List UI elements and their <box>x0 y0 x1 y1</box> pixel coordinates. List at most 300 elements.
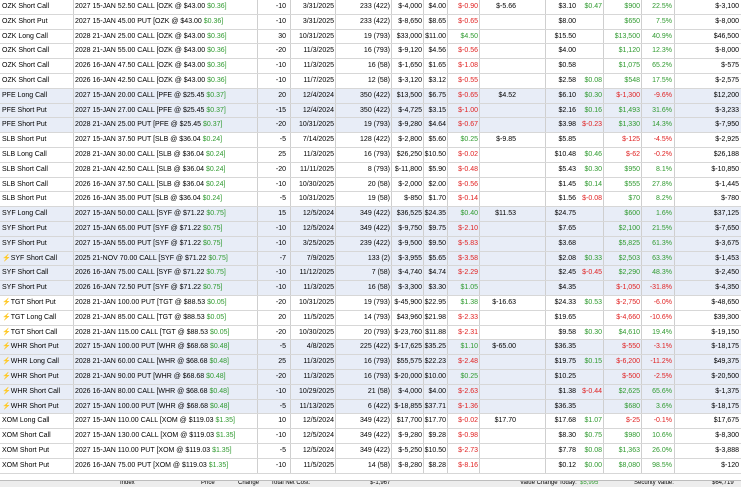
column-divider <box>603 326 604 340</box>
underlying-change-text: $0.48] <box>209 387 229 395</box>
net-cost: $26,250 <box>396 150 422 158</box>
days-held: 225 (422) <box>360 343 390 351</box>
option-description <box>75 355 265 369</box>
gain-loss-percent: 40.9% <box>652 32 672 40</box>
option-contract-text: 2028 21-JAN 90.00 PUT [WHR @ $68.68 <box>75 372 207 380</box>
market-value: $-18,175 <box>711 343 739 351</box>
quantity: -10 <box>275 432 286 440</box>
table-row[interactable] <box>0 444 741 459</box>
net-cost: $-45,900 <box>394 298 422 306</box>
gain-loss-percent: -31.8% <box>649 284 672 292</box>
net-cost: $-4,000 <box>398 387 422 395</box>
table-row[interactable] <box>0 148 741 163</box>
column-divider <box>290 281 291 295</box>
column-divider <box>73 355 74 369</box>
underlying-change-text: $0.24] <box>202 136 223 144</box>
position-name-text: PFE Short Put <box>2 106 47 114</box>
gain-loss: $70 <box>628 195 640 203</box>
column-divider <box>73 207 74 221</box>
day-change: $1.07 <box>584 417 602 425</box>
position-name-text: OZK Short Call <box>2 76 50 84</box>
underlying-change-text: $0.48] <box>210 402 230 410</box>
column-divider <box>603 178 604 192</box>
option-description <box>75 459 265 473</box>
column-divider <box>603 89 604 103</box>
column-divider <box>479 326 480 340</box>
table-row[interactable] <box>0 252 741 267</box>
days-held: 16 (58) <box>367 62 390 70</box>
open-price: $10.50 <box>424 150 446 158</box>
column-divider <box>545 459 546 473</box>
position-name <box>2 281 72 295</box>
column-divider <box>479 15 480 29</box>
underlying-pnl: $4.52 <box>498 91 516 99</box>
position-name-text: TGT Long Call <box>10 313 57 321</box>
market-value: $49,375 <box>713 358 739 366</box>
market-value: $-3,888 <box>715 446 739 454</box>
column-divider <box>73 192 74 206</box>
price-change: $-1.36 <box>458 402 478 410</box>
underlying-change-text: $0.48] <box>206 372 226 380</box>
net-cost: $-850 <box>404 195 422 203</box>
column-divider <box>545 370 546 384</box>
column-divider <box>479 104 480 118</box>
column-divider <box>545 192 546 206</box>
column-divider <box>674 355 675 369</box>
column-divider <box>674 30 675 44</box>
column-divider <box>545 89 546 103</box>
table-row[interactable] <box>0 133 741 148</box>
day-change: $0.30 <box>584 165 602 173</box>
option-description <box>75 148 265 162</box>
option-description <box>75 118 265 132</box>
day-change: $0.14 <box>584 180 602 188</box>
column-divider <box>73 89 74 103</box>
option-contract-text: 2026 16-JAN 75.00 PUT [XOM @ $119.03 <box>75 461 209 469</box>
day-change <box>578 44 602 58</box>
position-name-text: SLB Short Call <box>2 165 48 173</box>
column-divider <box>290 429 291 443</box>
table-row[interactable] <box>0 192 741 207</box>
column-divider <box>674 326 675 340</box>
footer-index-label: Index <box>120 480 135 486</box>
column-divider <box>73 266 74 280</box>
position-name <box>2 118 72 132</box>
price-change: $0.25 <box>460 372 478 380</box>
market-value: $-10,850 <box>711 165 739 173</box>
column-divider <box>603 163 604 177</box>
column-divider <box>479 370 480 384</box>
column-divider <box>545 281 546 295</box>
option-description <box>75 222 265 236</box>
current-price: $8.30 <box>558 432 576 440</box>
days-held: 19 (793) <box>363 32 390 40</box>
net-cost: $-11,800 <box>394 165 422 173</box>
option-description <box>75 178 265 192</box>
open-price: $4.56 <box>428 47 446 55</box>
gain-loss: $-4,660 <box>616 313 640 321</box>
gain-loss: $2,625 <box>618 387 640 395</box>
column-divider <box>479 89 480 103</box>
table-row[interactable] <box>0 59 741 74</box>
net-cost: $-4,725 <box>398 106 422 114</box>
open-price: $6.75 <box>428 91 446 99</box>
open-date: 11/13/2025 <box>299 402 334 410</box>
price-change: $-0.14 <box>458 195 478 203</box>
current-price: $0.12 <box>558 461 576 469</box>
footer-change-label: Change <box>238 480 260 486</box>
market-value: $-1,375 <box>715 387 739 395</box>
position-name-text: XOM Short Call <box>2 432 51 440</box>
position-name-text: OZK Short Call <box>2 3 50 10</box>
net-cost: $-8,650 <box>398 17 422 25</box>
column-divider <box>603 340 604 354</box>
gain-loss-percent: 31.6% <box>652 106 672 114</box>
gain-loss-percent: -3.1% <box>653 343 672 351</box>
table-row[interactable] <box>0 163 741 178</box>
column-divider <box>545 222 546 236</box>
column-divider <box>603 429 604 443</box>
position-name-text: OZK Short Call <box>2 62 50 70</box>
days-held: 233 (422) <box>360 3 390 10</box>
quantity: 15 <box>278 210 286 218</box>
position-name-text: XOM Short Put <box>2 446 50 454</box>
gain-loss: $600 <box>624 210 640 218</box>
quantity: 30 <box>278 32 286 40</box>
column-divider <box>674 207 675 221</box>
current-price: $1.56 <box>558 195 576 203</box>
option-contract-text: 2028 21-JAN 25.00 CALL [OZK @ $43.00 <box>75 32 208 40</box>
current-price: $2.58 <box>558 76 576 84</box>
day-change <box>578 400 602 414</box>
underlying-pnl <box>482 311 516 325</box>
table-row[interactable] <box>0 326 741 341</box>
column-divider <box>290 44 291 58</box>
column-divider <box>73 163 74 177</box>
net-cost: $33,000 <box>396 32 422 40</box>
table-row[interactable] <box>0 118 741 133</box>
option-contract-text: 2028 21-JAN 30.00 CALL [SLB @ $36.04 <box>75 150 206 158</box>
price-change: $-8.16 <box>458 461 478 469</box>
market-value: $-48,650 <box>711 298 739 306</box>
column-divider <box>674 311 675 325</box>
column-divider <box>545 355 546 369</box>
gain-loss-percent: 19.4% <box>652 328 672 336</box>
table-row[interactable] <box>0 178 741 193</box>
price-change: $0.40 <box>460 210 478 218</box>
underlying-change-text: $0.36] <box>207 47 227 55</box>
underlying-change-text: $0.48] <box>209 358 229 366</box>
table-row[interactable] <box>0 281 741 296</box>
column-divider <box>545 237 546 251</box>
open-date: 10/29/2025 <box>298 387 334 395</box>
market-value: $-3,675 <box>715 239 739 247</box>
column-divider <box>674 74 675 88</box>
current-price: $9.58 <box>558 328 576 336</box>
gain-loss: $-62 <box>625 150 640 158</box>
underlying-change-text: $0.37] <box>206 106 226 114</box>
column-divider <box>73 385 74 399</box>
option-description <box>75 104 265 118</box>
current-price: $1.45 <box>558 180 576 188</box>
option-description <box>75 340 265 354</box>
position-name-text: OZK Short Call <box>2 47 50 55</box>
open-price: $4.74 <box>428 269 446 277</box>
market-value: $37,125 <box>713 210 739 218</box>
days-held: 19 (793) <box>363 121 390 129</box>
gain-loss: $548 <box>624 76 640 84</box>
column-divider <box>479 266 480 280</box>
table-row[interactable] <box>0 44 741 59</box>
quantity: -10 <box>275 239 286 247</box>
day-change <box>578 237 602 251</box>
column-divider <box>603 207 604 221</box>
column-divider <box>545 74 546 88</box>
underlying-pnl <box>482 355 516 369</box>
column-divider <box>290 326 291 340</box>
option-description <box>75 74 265 88</box>
underlying-change-text: $0.75] <box>206 269 226 277</box>
gain-loss-percent: 7.5% <box>656 17 672 25</box>
open-date: 10/30/2025 <box>298 180 334 188</box>
column-divider <box>479 222 480 236</box>
price-change: $-0.02 <box>458 150 478 158</box>
quantity: -10 <box>275 180 286 188</box>
position-name <box>2 178 72 192</box>
open-date: 12/5/2024 <box>302 432 334 440</box>
column-divider <box>603 133 604 147</box>
market-value: $39,300 <box>713 313 739 321</box>
day-change: $-0.23 <box>582 121 602 129</box>
open-price: $11.00 <box>425 32 446 40</box>
days-held: 16 (793) <box>363 358 390 366</box>
table-row[interactable] <box>0 414 741 429</box>
position-name-text: XOM Long Call <box>2 417 50 425</box>
day-change: $0.33 <box>584 254 602 262</box>
current-price: $2.08 <box>558 254 576 262</box>
column-divider <box>674 192 675 206</box>
gain-loss: $-500 <box>622 372 640 380</box>
option-description <box>75 30 265 44</box>
table-row[interactable] <box>0 222 741 237</box>
open-date: 11/3/2025 <box>303 47 334 55</box>
column-divider <box>479 118 480 132</box>
open-date: 11/3/2025 <box>303 62 334 70</box>
days-held: 20 (793) <box>363 328 390 336</box>
column-divider <box>290 459 291 473</box>
price-change: $-0.55 <box>458 76 478 84</box>
day-change: $0.47 <box>584 3 602 10</box>
open-date: 12/5/2024 <box>302 224 334 232</box>
table-row[interactable] <box>0 266 741 281</box>
underlying-change-text: $0.36] <box>207 32 227 40</box>
option-contract-text: 2027 15-JAN 55.00 PUT [SYF @ $71.22 <box>75 239 203 247</box>
column-divider <box>545 252 546 266</box>
open-date: 12/5/2024 <box>302 417 334 425</box>
column-divider <box>73 459 74 473</box>
option-description <box>75 44 265 58</box>
table-row[interactable] <box>0 0 741 15</box>
open-price: $22.23 <box>424 358 446 366</box>
current-price: $36.35 <box>554 343 576 351</box>
table-row[interactable] <box>0 89 741 104</box>
position-name <box>2 444 72 458</box>
current-price: $10.48 <box>554 150 576 158</box>
gain-loss-percent: 27.8% <box>652 180 672 188</box>
market-value: $-7,950 <box>715 121 739 129</box>
underlying-change-text: $0.75] <box>208 254 228 262</box>
option-contract-text: 2028 21-JAN 42.50 CALL [SLB @ $36.04 <box>75 165 206 173</box>
current-price: $3.68 <box>558 239 576 247</box>
market-value: $12,200 <box>713 91 739 99</box>
footer-total-net-cost-label: Total Net Cost: <box>271 480 311 486</box>
column-divider <box>479 30 480 44</box>
price-change: $-2.48 <box>458 358 478 366</box>
day-change <box>578 281 602 295</box>
underlying-change-text: $0.36] <box>207 62 227 70</box>
table-row[interactable] <box>0 30 741 45</box>
column-divider <box>290 15 291 29</box>
quantity: -10 <box>275 461 286 469</box>
column-divider <box>290 385 291 399</box>
open-date: 10/31/2025 <box>298 32 334 40</box>
quantity: -20 <box>275 372 286 380</box>
quantity: -20 <box>275 298 286 306</box>
gain-loss-percent: 61.3% <box>652 239 672 247</box>
quantity: 25 <box>278 358 286 366</box>
position-name <box>2 207 72 221</box>
column-divider <box>545 207 546 221</box>
column-divider <box>73 74 74 88</box>
column-divider <box>290 340 291 354</box>
column-divider <box>545 266 546 280</box>
column-divider <box>73 133 74 147</box>
column-divider <box>290 355 291 369</box>
column-divider <box>545 385 546 399</box>
open-price: $17.70 <box>424 417 446 425</box>
column-divider <box>290 444 291 458</box>
table-row[interactable] <box>0 340 741 355</box>
column-divider <box>603 311 604 325</box>
gain-loss: $-25 <box>625 417 640 425</box>
quantity: -5 <box>279 446 286 454</box>
table-row[interactable] <box>0 385 741 400</box>
table-row[interactable] <box>0 15 741 30</box>
open-date: 3/25/2025 <box>302 239 334 247</box>
quantity: -5 <box>279 402 286 410</box>
position-name <box>2 311 72 325</box>
column-divider <box>479 296 480 310</box>
days-held: 133 (2) <box>367 254 390 262</box>
underlying-pnl <box>482 30 516 44</box>
option-contract-text: 2026 16-JAN 47.50 CALL [OZK @ $43.00 <box>75 62 208 70</box>
underlying-pnl <box>482 59 516 73</box>
table-row[interactable] <box>0 355 741 370</box>
table-row[interactable] <box>0 74 741 89</box>
gain-loss: $-1,050 <box>616 284 640 292</box>
position-name-text: SYF Short Call <box>10 254 58 262</box>
column-divider <box>603 414 604 428</box>
open-price: $8.65 <box>428 17 446 25</box>
current-price: $36.35 <box>554 402 576 410</box>
column-divider <box>674 429 675 443</box>
position-name-text: PFE Long Call <box>2 91 48 99</box>
net-cost: $-4,740 <box>398 269 422 277</box>
position-name-text: SLB Short Put <box>2 136 47 144</box>
position-name <box>2 148 72 162</box>
quantity: -10 <box>275 387 286 395</box>
table-row[interactable] <box>0 311 741 326</box>
table-row[interactable] <box>0 104 741 119</box>
column-divider <box>674 400 675 414</box>
column-divider <box>73 44 74 58</box>
day-change <box>578 133 602 147</box>
table-row[interactable] <box>0 400 741 415</box>
position-name-text: WHR Short Put <box>10 343 59 351</box>
position-name <box>2 163 72 177</box>
table-row[interactable] <box>0 237 741 252</box>
current-price: $10.25 <box>554 372 576 380</box>
table-row[interactable] <box>0 459 741 474</box>
column-divider <box>479 207 480 221</box>
column-divider <box>73 178 74 192</box>
open-date: 11/3/2025 <box>303 150 334 158</box>
days-held: 14 (793) <box>363 313 390 321</box>
column-divider <box>674 385 675 399</box>
option-description <box>75 444 265 458</box>
table-row[interactable] <box>0 207 741 222</box>
day-change <box>578 370 602 384</box>
quantity: -20 <box>275 328 286 336</box>
table-row[interactable] <box>0 429 741 444</box>
net-cost: $-2,800 <box>398 136 422 144</box>
column-divider <box>290 148 291 162</box>
price-change: $-0.65 <box>458 17 478 25</box>
option-description <box>75 133 265 147</box>
underlying-change-text: $0.36] <box>203 17 224 25</box>
quantity: -10 <box>275 269 286 277</box>
current-price: $19.75 <box>554 358 576 366</box>
day-change: $0.75 <box>584 432 602 440</box>
price-change: $-0.56 <box>458 180 478 188</box>
underlying-pnl <box>482 429 516 443</box>
underlying-change-text: $0.36] <box>207 3 227 10</box>
price-change: $-1.00 <box>458 106 478 114</box>
option-contract-text: 2026 16-JAN 42.50 CALL [OZK @ $43.00 <box>75 76 208 84</box>
days-held: 349 (422) <box>360 224 390 232</box>
days-held: 16 (58) <box>367 284 390 292</box>
open-date: 11/7/2025 <box>303 76 334 84</box>
day-change: $0.15 <box>584 358 602 366</box>
option-contract-text: 2026 16-JAN 37.50 CALL [SLB @ $36.04 <box>75 180 206 188</box>
table-row[interactable] <box>0 296 741 311</box>
table-row[interactable] <box>0 370 741 385</box>
position-name <box>2 237 72 251</box>
market-value: $-7,650 <box>715 224 739 232</box>
underlying-change-text: $0.75] <box>203 284 223 292</box>
column-divider <box>603 44 604 58</box>
column-divider <box>479 340 480 354</box>
lightning-icon: ⚡ <box>2 328 11 336</box>
column-divider <box>479 385 480 399</box>
day-change: $-0.44 <box>582 387 602 395</box>
open-date: 12/4/2024 <box>302 91 334 99</box>
net-cost: $-8,280 <box>398 461 422 469</box>
gain-loss-percent: 8.2% <box>656 195 672 203</box>
gain-loss: $8,080 <box>618 461 640 469</box>
position-name <box>2 59 72 73</box>
underlying-pnl <box>482 444 516 458</box>
